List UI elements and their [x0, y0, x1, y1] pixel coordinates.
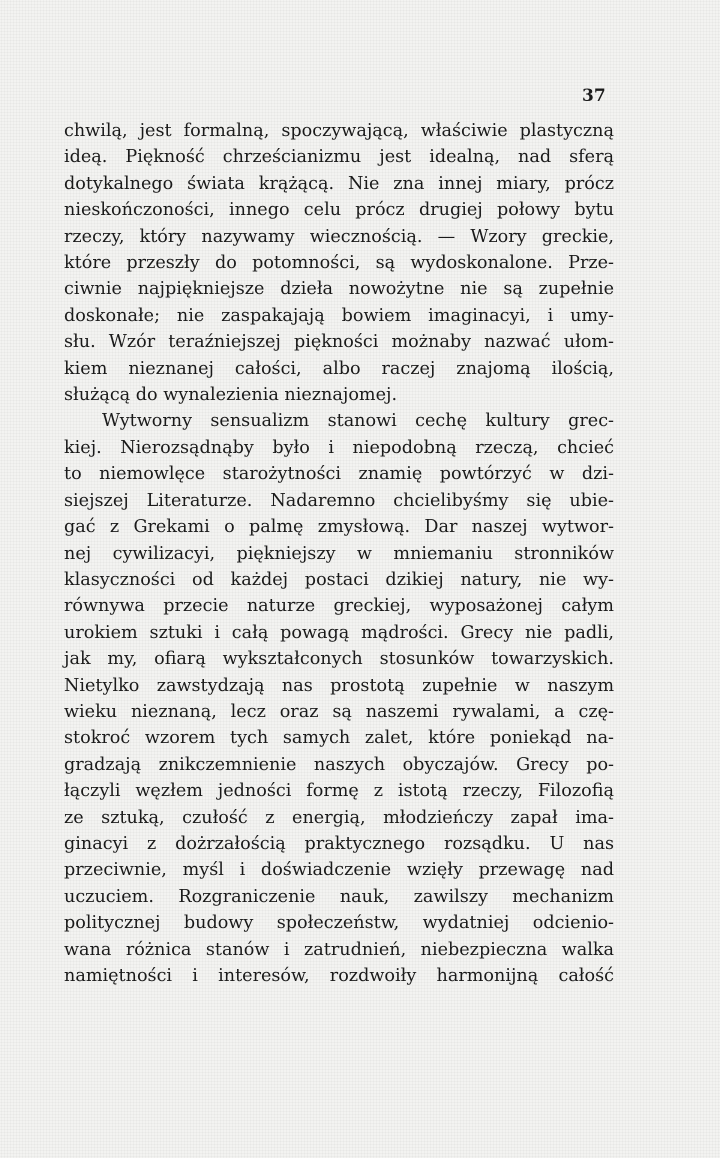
- text-line: gać z Grekami o palmę zmysłową. Dar naszej wytwor-: [64, 517, 614, 538]
- text-line: gradzają znikczemnienie naszych obyczajów. Grecy po-: [64, 754, 614, 775]
- text-line: przeciwnie, myśl i doświadczenie wzięły przewagę nad: [64, 860, 614, 881]
- text-line: doskonałe; nie zaspakajają bowiem imaginacyi, i umy-: [64, 305, 614, 326]
- text-line: rzeczy, który nazywamy wiecznością. — Wzory greckie,: [64, 226, 614, 247]
- text-line: równywa przecie naturze greckiej, wyposażonej całym: [64, 596, 614, 617]
- text-line: kiem nieznanej całości, albo raczej znajomą ilością,: [64, 358, 614, 379]
- text-line: ze sztuką, czułość z energią, młodzieńczy zapał ima-: [64, 807, 614, 828]
- body-text: [64, 118, 614, 989]
- text-line: namiętności i interesów, rozdwoiły harmonijną całość: [64, 966, 614, 986]
- text-line: Nietylko zawstydzają nas prostotą zupełnie w naszym: [64, 675, 614, 696]
- text-line: wana różnica stanów i zatrudnień, niebezpieczna walka: [64, 939, 614, 960]
- text-line: klasyczności od każdej postaci dzikiej natury, nie wy-: [64, 569, 614, 590]
- text-line: uczuciem. Rozgraniczenie nauk, zawilszy mechanizm: [64, 886, 614, 907]
- text-line: nej cywilizacyi, piękniejszy w mniemaniu stronników: [64, 543, 614, 564]
- text-line: chwilą, jest formalną, spoczywającą, właściwie plastyczną: [64, 121, 614, 141]
- text-line: dotykalnego świata krążącą. Nie zna innej miary, prócz: [64, 173, 614, 194]
- paragraph-1: [64, 118, 614, 408]
- text-line: ciwnie najpiękniejsze dzieła nowożytne nie są zupełnie: [64, 279, 614, 300]
- text-line: służącą do wynalezienia nieznajomej.: [64, 385, 398, 406]
- text-line: jak my, ofiarą wykształconych stosunków towarzyskich.: [64, 649, 614, 670]
- text-line: politycznej budowy społeczeństw, wydatniej odcienio-: [64, 913, 614, 934]
- paragraph-2: [64, 408, 614, 989]
- text-line: łączyli węzłem jedności formę z istotą rzeczy, Filozofią: [64, 781, 614, 802]
- text-line: które przeszły do potomności, są wydoskonalone. Prze-: [64, 253, 614, 274]
- text-line: siejszej Literaturze. Nadaremno chcielibyśmy się ubie-: [64, 490, 614, 511]
- text-line: kiej. Nierozsądnąby było i niepodobną rzeczą, chcieć: [64, 437, 614, 458]
- text-line: ginacyi z dożrzałością praktycznego rozsądku. U nas: [64, 833, 614, 854]
- text-line: nieskończoności, innego celu prócz drugiej połowy bytu: [64, 200, 614, 221]
- text-line: wieku nieznaną, lecz oraz są naszemi rywalami, a czę-: [64, 701, 614, 722]
- text-line: stokroć wzorem tych samych zalet, które poniekąd na-: [64, 728, 614, 749]
- text-line: to niemowlęce starożytności znamię powtórzyć w dzi-: [64, 464, 614, 485]
- text-line: urokiem sztuki i całą powagą mądrości. Grecy nie padli,: [64, 622, 614, 643]
- page-number: 37: [582, 86, 606, 106]
- text-line: ideą. Piękność chrześcianizmu jest idealną, nad sferą: [64, 147, 614, 168]
- text-line: Wytworny sensualizm stanowi cechę kultury grec-: [102, 411, 614, 432]
- text-line: słu. Wzór teraźniejszej piękności możnaby nazwać ułom-: [64, 332, 614, 353]
